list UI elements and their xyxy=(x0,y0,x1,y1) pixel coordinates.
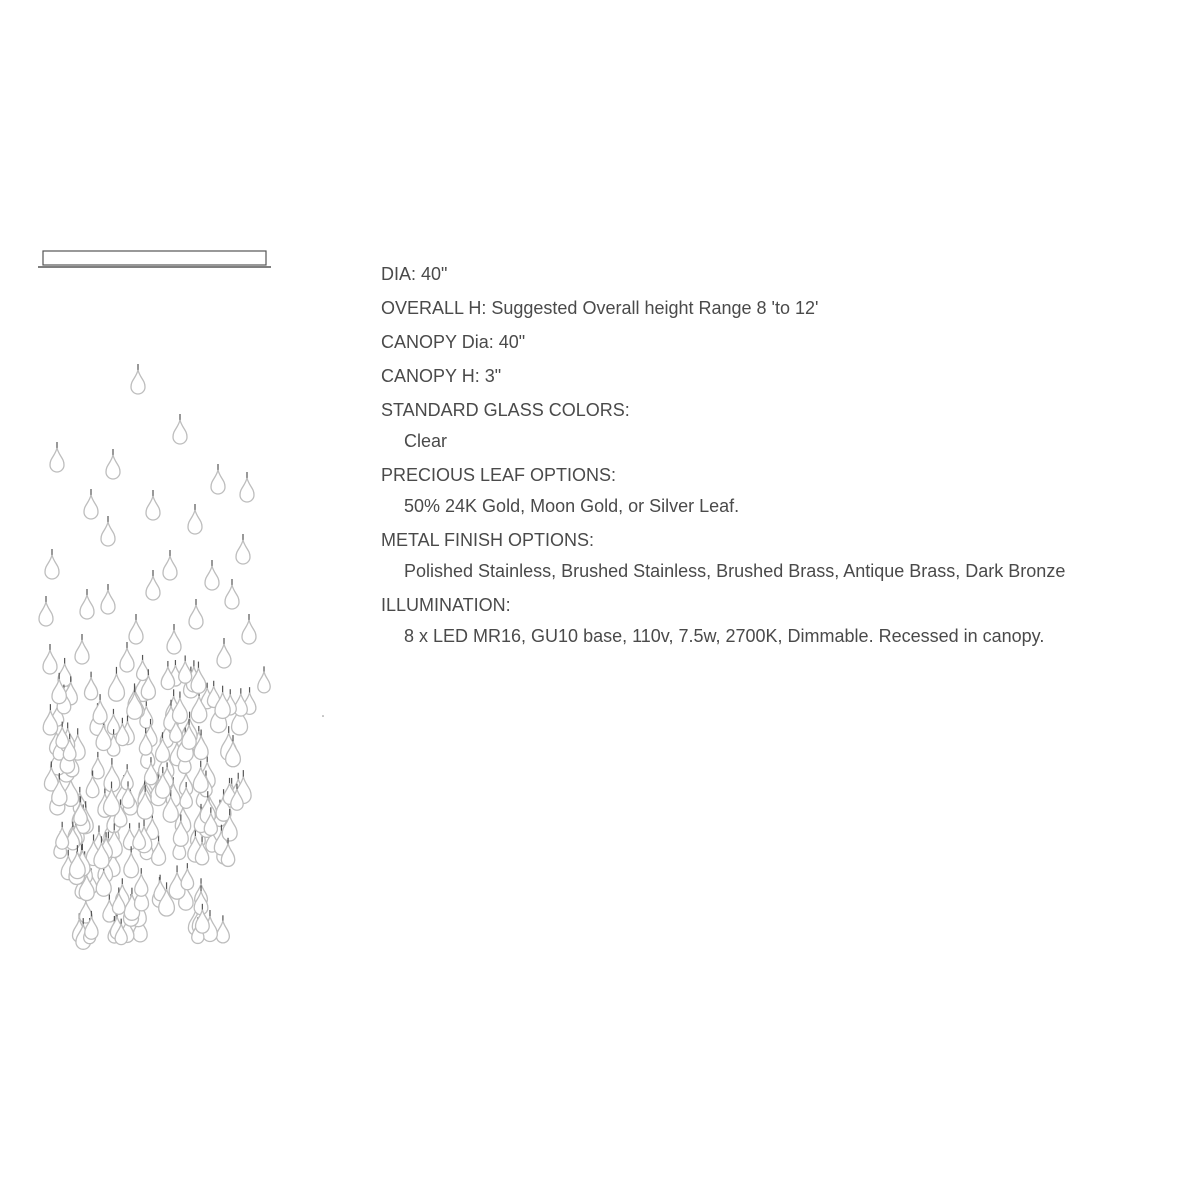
spec-label: METAL FINISH OPTIONS: xyxy=(381,530,595,550)
glass-drop xyxy=(163,550,177,580)
glass-drop xyxy=(240,472,254,502)
spec-canopy-height xyxy=(381,365,1181,387)
glass-drop xyxy=(236,534,250,564)
glass-drop xyxy=(161,661,174,690)
glass-drop xyxy=(43,644,57,674)
spec-label: OVERALL H: Suggested Overall height Range 8 'to 12' xyxy=(381,298,819,318)
glass-drop xyxy=(84,489,98,519)
glass-drop xyxy=(120,642,134,672)
glass-drops xyxy=(39,364,270,949)
spec-label: CANOPY H: 3" xyxy=(381,366,502,386)
glass-drop xyxy=(205,560,219,590)
spec-label: STANDARD GLASS COLORS: xyxy=(381,400,630,420)
glass-drop xyxy=(45,549,59,579)
glass-drop xyxy=(234,688,247,716)
glass-drop xyxy=(188,504,202,534)
glass-drop xyxy=(84,672,97,700)
spec-value: Polished Stainless, Brushed Stainless, Brushed Brass, Antique Brass, Dark Bronze xyxy=(404,561,1066,581)
glass-drop xyxy=(101,584,115,614)
glass-drop xyxy=(43,704,57,735)
glass-drop xyxy=(101,516,115,546)
glass-drop xyxy=(106,449,120,479)
glass-drop xyxy=(173,691,188,723)
spec-illumination xyxy=(381,594,1181,647)
glass-drop xyxy=(191,662,206,694)
spec-canopy-dia xyxy=(381,331,1181,353)
glass-drop xyxy=(50,442,64,472)
glass-drop xyxy=(131,364,145,394)
glass-drop xyxy=(215,686,230,719)
glass-drop xyxy=(242,614,256,644)
glass-drop xyxy=(211,464,225,494)
glass-drop xyxy=(217,638,231,668)
glass-drop xyxy=(124,846,139,877)
spec-value: 50% 24K Gold, Moon Gold, or Silver Leaf. xyxy=(404,496,740,516)
spec-label: CANOPY Dia: 40" xyxy=(381,332,526,352)
glass-drop xyxy=(75,634,89,664)
spec-metal-finish xyxy=(381,529,1181,582)
glass-drop xyxy=(179,655,192,683)
glass-drop xyxy=(129,614,143,644)
glass-drop xyxy=(189,599,203,629)
glass-drop xyxy=(121,764,133,790)
spec-dia xyxy=(381,263,1181,285)
spec-value: 8 x LED MR16, GU10 base, 110v, 7.5w, 2700K, Dimmable. Recessed in canopy. xyxy=(404,626,1045,646)
glass-drop xyxy=(108,667,124,701)
glass-drop xyxy=(39,596,53,626)
glass-drop xyxy=(152,835,166,865)
glass-drop xyxy=(92,752,105,779)
glass-drop xyxy=(258,666,270,693)
spec-glass-colors xyxy=(381,399,1181,452)
glass-drop xyxy=(146,490,160,520)
glass-drop xyxy=(173,414,187,444)
glass-drop xyxy=(56,822,69,849)
spec-label: DIA: 40" xyxy=(381,264,448,284)
glass-drop xyxy=(216,915,229,943)
spec-label: PRECIOUS LEAF OPTIONS: xyxy=(381,465,617,485)
glass-drop xyxy=(137,655,149,681)
glass-drop xyxy=(194,885,208,914)
glass-drop xyxy=(181,863,193,890)
glass-drop xyxy=(182,719,196,749)
spec-value: Clear xyxy=(404,431,448,451)
spec-overall-height xyxy=(381,297,1181,319)
spec-leaf-options xyxy=(381,464,1181,517)
stray-mark xyxy=(322,715,324,717)
glass-drop xyxy=(80,589,94,619)
glass-drop xyxy=(225,579,239,609)
spec-label: ILLUMINATION: xyxy=(381,595,511,615)
chandelier-drawing xyxy=(0,0,340,1000)
canopy xyxy=(38,251,271,267)
glass-drop xyxy=(146,570,160,600)
glass-drop xyxy=(167,624,181,654)
spec-list xyxy=(381,263,1181,659)
